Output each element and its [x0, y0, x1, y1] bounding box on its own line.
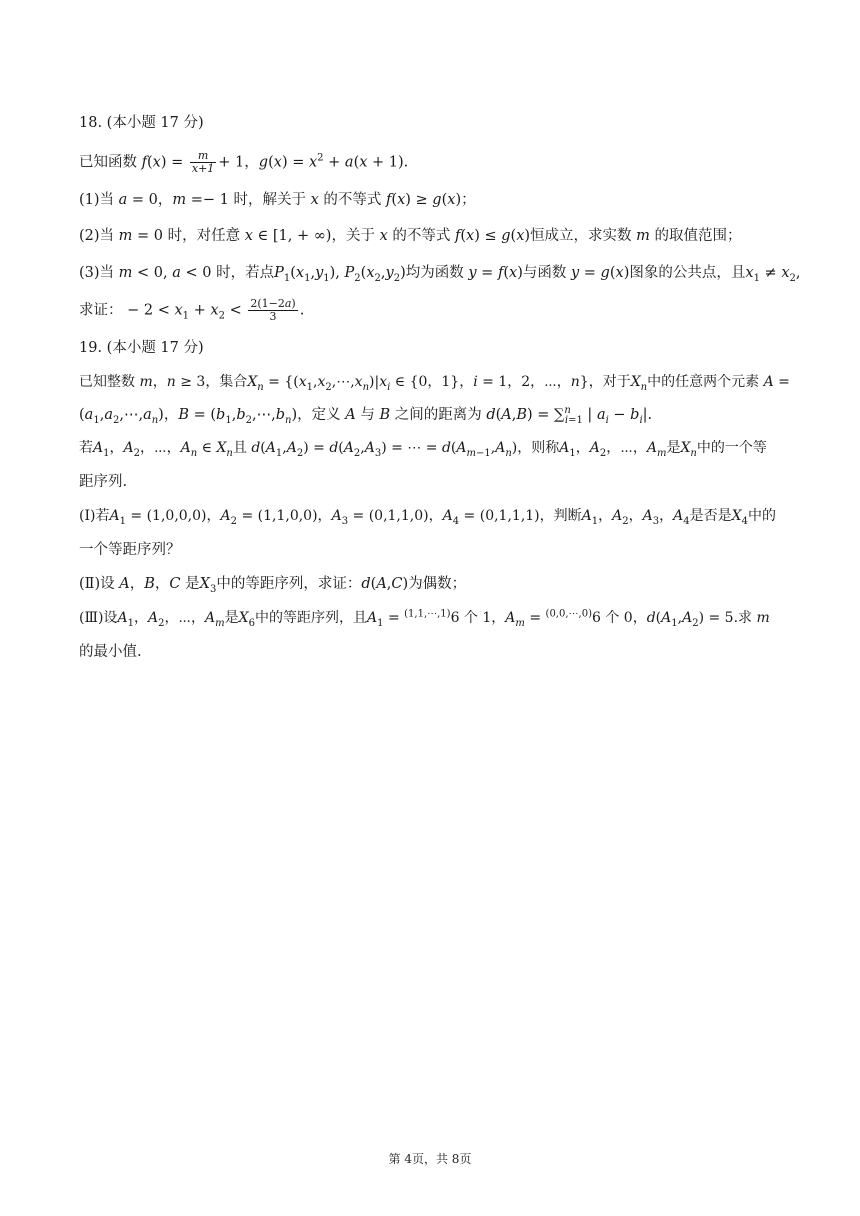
q18-part3-text1: 时，若点	[216, 265, 275, 281]
q19-def-prefix: 若	[79, 440, 93, 456]
q19-stem-text6: 之间的距离为	[394, 407, 482, 423]
q19-stem-text1: ，集合	[205, 374, 248, 390]
q19-partI-text2: 是否是	[689, 508, 732, 524]
q18-stem: 已知函数 f(x) = $\frac{m}{x+1}$ + 1，$g(x) = x^2 + a(x + 1)$.	[79, 149, 409, 175]
q18-part3: (3)当 m < 0, a < 0 时，若点$P_1(x_1,y_1)$, $P_2(x_2,y_2)$均为函数 y = f(x)与函数 y = g(x)图象的公共点，且$x_1 \ne x_2$,	[79, 265, 801, 284]
q18-header-text: 18. (本小题 17 分)	[79, 115, 204, 131]
q18-part2-text3: 的不等式	[392, 228, 451, 244]
q18-part2-text4: 恒成立，求实数	[530, 228, 632, 244]
q19-partII-text2: 中的等距序列，求证：	[216, 576, 362, 592]
q19-partIII-text2: 中的等距序列，且	[255, 610, 367, 626]
q18-part3-text2: 均为函数	[405, 265, 464, 281]
q19-partI-line2-text: 一个等距序列？	[79, 542, 181, 558]
q18-part1-text2: 的不等式	[323, 192, 382, 208]
q19-def-text2: ，则称	[517, 440, 560, 456]
q19-def-line2-text: 距序列.	[79, 474, 128, 490]
q19-partIII-line2-text: 的最小值.	[79, 644, 142, 660]
q19-stem-prefix: 已知整数	[79, 374, 135, 390]
q18-part1: (1)当 a = 0，m =− 1 时，解关于 x 的不等式 f(x) ≥ g(x)；	[79, 192, 476, 208]
q19-header-text: 19. (本小题 17 分)	[79, 340, 204, 356]
q18-header	[79, 113, 790, 133]
q19-partIII-text1: 是	[224, 610, 239, 626]
q19-def-line2	[79, 472, 790, 492]
q18-stem-prefix: 已知函数	[79, 154, 137, 171]
q18-part1-text1: 时，解关于	[233, 192, 307, 208]
q19-def-text1: 且	[232, 440, 247, 456]
q19-partI-text1: ，判断	[539, 508, 582, 524]
q19-partIII-prefix: (Ⅲ)设	[79, 610, 118, 626]
q18-part3-text3: 与函数	[522, 265, 567, 281]
formula-f: f	[141, 154, 147, 171]
q19-stem-line2: $(a_1,a_2,\cdots,a_n)$，$B = (b_1,b_2,\cdots,b_n)$，定义 A 与 B 之间的距离为 d(A,B) = ∑$^n_{i=1}$ | $a_i - b_i|$.	[79, 405, 653, 426]
q19-stem-text4: ，定义	[297, 407, 341, 423]
q19-partI-line1: (Ⅰ)若$A_1 = (1,0,0,0)$，$A_2 = (1,1,0,0)$，$A_3 = (0,1,1,0)$，$A_4 = (0,1,1,1)$，判断$A_1$，$A_2$，$A_3$，$A_4$是否是$X_4$中的	[79, 508, 776, 527]
q19-partI-line2	[79, 540, 790, 560]
q19-partII-prefix: (Ⅱ)设	[79, 576, 115, 592]
q19-partII: (Ⅱ)设 A，B，C 是$X_3$中的等距序列，求证：d(A,C)为偶数；	[79, 576, 467, 595]
q19-partIII-line2	[79, 642, 790, 662]
q19-stem-line1: 已知整数 m，n ≥ 3，集合$X_n$ = {$(x_1,x_2,\cdots,x_n)|x_i$ ∈ {0，1}，i = 1，2，⋯，n}，对于$X_n$中的任意两个元素 A =	[79, 374, 790, 393]
q18-part1-prefix: (1)当	[79, 192, 115, 208]
page-footer: 第 4页，共 8页	[388, 1152, 472, 1166]
q19-def-text4: 中的一个等	[696, 440, 767, 456]
fraction-m-over-x1: $\frac{m}{x+1}$	[191, 149, 215, 175]
q18-proof-prefix: 求证：	[79, 302, 123, 319]
q19-partIII-text3: 6 个 1，	[450, 610, 506, 626]
q18-part2-text5: 的取值范围；	[654, 228, 742, 244]
q19-stem-text2: ，对于	[588, 374, 631, 390]
q18-part2-text2: ，关于	[331, 228, 375, 244]
fraction-2-1-2a-over-3: $\frac{2(1-2a)}{3}$	[250, 297, 296, 323]
q18-part3-proof: 求证： − $2 < x_1 + x_2$ < $\frac{2(1-2a)}{3}$ .	[79, 297, 305, 323]
q19-def-line1: 若$A_1$，$A_2$，⋯，$A_n$ ∈ $X_n$且 $d(A_1,A_2) = d(A_2,A_3)$ = ⋯ = $d(A_{m-1},A_n)$，则称$A_1$，$A_2$，⋯，$A_m$是$X_n$中的一个等	[79, 440, 767, 459]
q18-part2: (2)当 m = 0 时，对任意 x ∈ [1, + ∞)，关于 x 的不等式 f(x) ≤ g(x)恒成立，求实数 m 的取值范围；	[79, 228, 742, 244]
q18-part3-prefix: (3)当	[79, 265, 115, 281]
q18-part2-prefix: (2)当	[79, 228, 115, 244]
q19-partIII-text5: .求	[733, 610, 753, 626]
q19-stem-text5: 与	[360, 407, 375, 423]
q19-partI-text3: 中的	[748, 508, 776, 524]
q19-partI-prefix: (Ⅰ)若	[79, 508, 110, 524]
q18-part2-text1: 时，对任意	[167, 228, 241, 244]
q19-partIII-line1: (Ⅲ)设$A_1$，$A_2$，⋯，$A_m$是$X_6$中的等距序列，且$A_1 = ^{(1,1,\cdots,1)}6$ 个 1，$A_m = ^{(0,0,\cdots,0)}6$ 个 0，$d(A_1,A_2) = 5$.求 m	[79, 608, 770, 629]
q19-partIII-text4: 6 个 0，	[591, 610, 647, 626]
q19-def-text3: 是	[666, 440, 681, 456]
q19-partII-text3: 为偶数；	[408, 576, 467, 592]
q19-header	[79, 338, 790, 358]
q19-partII-text1: 是	[185, 576, 200, 592]
q18-part3-text4: 图象的公共点，且	[629, 265, 746, 281]
q19-stem-text3: 中的任意两个元素	[647, 374, 760, 390]
